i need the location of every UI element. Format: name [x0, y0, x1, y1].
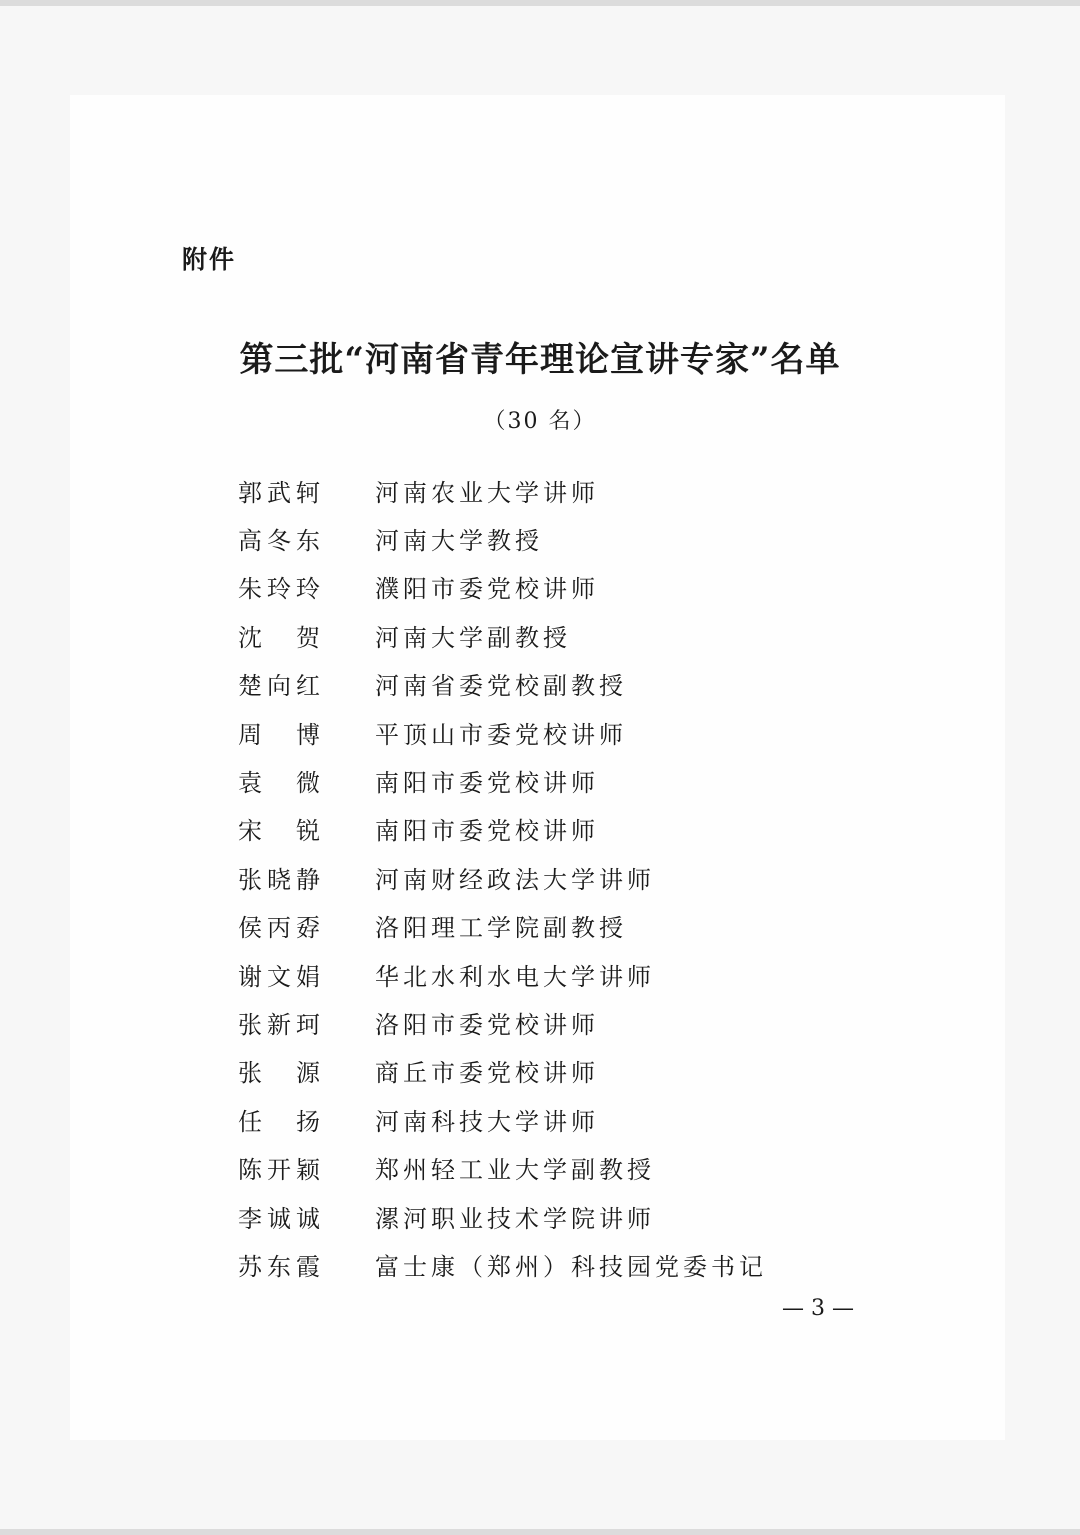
bottom-edge	[0, 1529, 1080, 1535]
expert-name: 宋锐	[238, 817, 320, 846]
expert-position: 漯河职业技术学院讲师	[375, 1204, 655, 1233]
expert-position: 河南财经政法大学讲师	[375, 865, 655, 894]
list-item	[238, 950, 767, 998]
list-item	[238, 1240, 767, 1288]
expert-name: 侯丙孬	[238, 914, 320, 943]
expert-position: 华北水利水电大学讲师	[375, 962, 655, 991]
list-item	[238, 1047, 767, 1095]
expert-name: 李诚诚	[238, 1204, 320, 1233]
list-item	[238, 660, 767, 708]
expert-position: 富士康（郑州）科技园党委书记	[375, 1252, 767, 1281]
expert-position: 河南省委党校副教授	[375, 672, 627, 701]
expert-name: 楚向红	[238, 672, 320, 701]
expert-name: 周博	[238, 720, 320, 749]
list-item	[238, 708, 767, 756]
list-item	[238, 998, 767, 1046]
document-title: 第三批“河南省青年理论宣讲专家”名单	[239, 340, 841, 380]
document-count: （30 名）	[483, 409, 597, 434]
list-item	[238, 902, 767, 950]
expert-position: 平顶山市委党校讲师	[375, 720, 627, 749]
list-item	[238, 805, 767, 853]
expert-name: 张新珂	[238, 1010, 320, 1039]
list-item	[238, 1192, 767, 1240]
page-number: — 3 —	[782, 1296, 854, 1321]
expert-position: 南阳市委党校讲师	[375, 769, 599, 798]
list-item	[238, 1143, 767, 1191]
attachment-label: 附件	[182, 245, 237, 274]
expert-name: 苏东霞	[238, 1252, 320, 1281]
list-item	[238, 611, 767, 659]
expert-name: 袁微	[238, 769, 320, 798]
expert-position: 洛阳理工学院副教授	[375, 914, 627, 943]
expert-position: 河南农业大学讲师	[375, 478, 599, 507]
list-item	[238, 853, 767, 901]
expert-name: 张晓静	[238, 865, 320, 894]
expert-position: 郑州轻工业大学副教授	[375, 1156, 655, 1185]
expert-position: 商丘市委党校讲师	[375, 1059, 599, 1088]
list-item	[238, 466, 767, 514]
expert-name: 郭武轲	[238, 478, 320, 507]
list-item	[238, 1095, 767, 1143]
expert-name: 沈贺	[238, 623, 320, 652]
expert-list	[238, 466, 767, 1289]
expert-name: 陈开颖	[238, 1156, 320, 1185]
list-item	[238, 563, 767, 611]
expert-name: 高冬东	[238, 527, 320, 556]
expert-position: 河南大学教授	[375, 527, 543, 556]
expert-name: 任扬	[238, 1107, 320, 1136]
expert-name: 朱玲玲	[238, 575, 320, 604]
top-edge	[0, 0, 1080, 6]
list-item	[238, 514, 767, 562]
expert-position: 河南科技大学讲师	[375, 1107, 599, 1136]
expert-name: 张源	[238, 1059, 320, 1088]
expert-name: 谢文娟	[238, 962, 320, 991]
expert-position: 洛阳市委党校讲师	[375, 1010, 599, 1039]
expert-position: 濮阳市委党校讲师	[375, 575, 599, 604]
expert-position: 河南大学副教授	[375, 623, 571, 652]
expert-position: 南阳市委党校讲师	[375, 817, 599, 846]
list-item	[238, 756, 767, 804]
